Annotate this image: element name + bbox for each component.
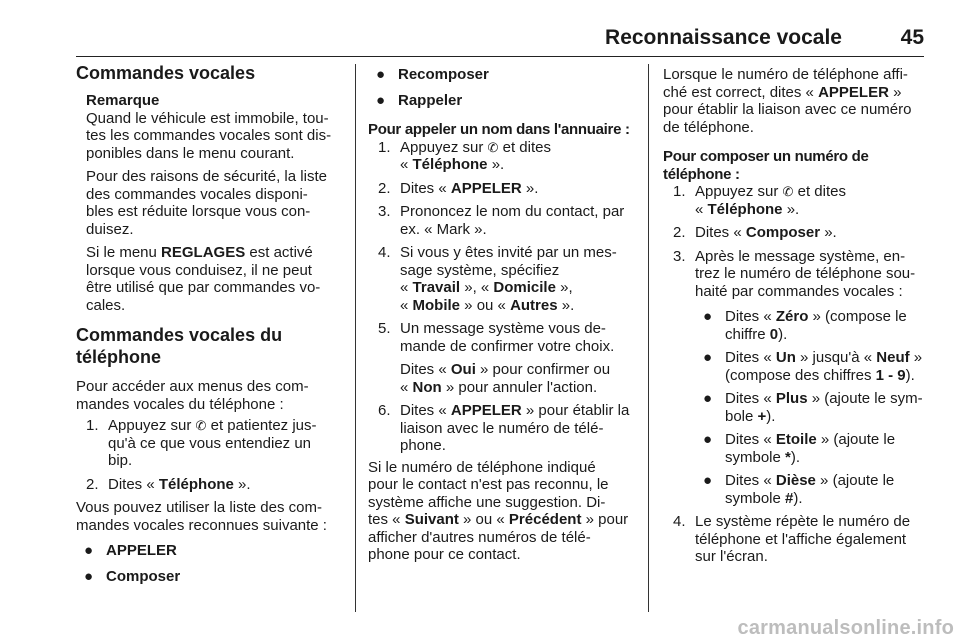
list-item: 2. Dites « APPELER ». [378, 179, 539, 197]
page-header [76, 22, 924, 58]
paragraph-line: de téléphone. [663, 118, 754, 136]
note-line: Quand le véhicule est immobile, tou- [86, 109, 329, 127]
list-item: ● Recomposer [376, 66, 489, 83]
list-item: ● Dites « Zéro » (compose le chiffre 0). [703, 308, 907, 343]
list-item: ● Dites « Etoile » (ajoute le symbole *). [703, 431, 896, 466]
paragraph-line: mandes vocales reconnues suivante : [76, 516, 327, 534]
paragraph-line: pour le contact n'est pas reconnu, le [368, 476, 609, 493]
list-item: 3. Après le message système, en- trez le numéro de téléphone sou- haité par commandes vocales : ● Dites « Zéro » (compose le chiffre 0). ● Dites « Un » jusqu'à « Neuf » (compose des chiffres 1 - 9). ● Dites « Plus » (ajoute le sym- bole +). ● Dites « Etoile » (ajoute le symbole *). ● Dites « Dièse » (ajoute le symbole #). [673, 248, 925, 508]
list-item: ● Dites « Plus » (ajoute le sym- bole +). [703, 390, 923, 425]
heading-composer: Pour composer un numéro de téléphone : [663, 148, 869, 183]
paragraph-line: phone pour ce contact. [368, 546, 521, 563]
list-item: ● APPELER [84, 542, 177, 559]
column-divider-2 [648, 64, 649, 612]
note-line: cales. [86, 296, 126, 314]
bullet-icon: ● [703, 431, 713, 448]
phone-voice-icon: ✆ [782, 184, 794, 199]
column-1 [76, 62, 344, 585]
phone-voice-icon: ✆ [195, 418, 207, 433]
list-item: 3. Prononcez le nom du contact, par ex. « Mark ». [378, 203, 625, 238]
bullet-icon: ● [703, 472, 713, 489]
bullet-icon: ● [703, 308, 713, 325]
list-item: 2. Dites « Téléphone ». [86, 475, 251, 493]
paragraph-line: Si le numéro de téléphone indiqué [368, 458, 596, 476]
list-item: ● Composer [84, 567, 181, 585]
paragraph-line: système affiche une suggestion. Di- [368, 493, 606, 511]
note-line: tes les commandes vocales sont dis- [86, 127, 332, 144]
note-line: ponibles dans le menu courant. [86, 144, 295, 162]
bullet-icon: ● [376, 91, 386, 109]
steps-list [86, 417, 344, 493]
note-line: lorsque vous conduisez, il ne peut [86, 261, 312, 279]
running-title: Reconnaissance vocale [605, 26, 842, 49]
list-item: 5. Un message système vous de- mande de confirmer votre choix. Dites « Oui » pour confirmer ou « Non » pour annuler l'action. [378, 320, 615, 396]
note-block [86, 92, 344, 314]
paragraph-line: mandes vocales du téléphone : [76, 395, 284, 413]
list-item: 1. Appuyez sur ✆ et dites « Téléphone ». [673, 183, 846, 218]
steps-list [378, 139, 636, 455]
bullet-icon: ● [84, 542, 94, 559]
list-item: ● Rappeler [376, 91, 463, 109]
page-number: 45 [900, 26, 924, 49]
list-item: 2. Dites « Composer ». [673, 224, 837, 241]
watermark: carmanualsonline.info [737, 617, 954, 639]
note-line: être utilisé que par commandes vo- [86, 279, 321, 296]
note-line: Si le menu REGLAGES est activé [86, 244, 313, 261]
paragraph-line: Lorsque le numéro de téléphone affi- [663, 66, 908, 83]
bullet-icon: ● [84, 567, 94, 585]
bullet-icon: ● [703, 390, 713, 407]
heading-commandes-vocales: Commandes vocales [76, 63, 256, 83]
bullet-icon: ● [703, 349, 713, 366]
note-line: Pour des raisons de sécurité, la liste [86, 168, 327, 185]
list-item: ● Dites « Dièse » (ajoute le symbole #). [703, 472, 895, 507]
paragraph-line: Vous pouvez utiliser la liste des com- [76, 499, 322, 516]
list-item: ● Dites « Un » jusqu'à « Neuf » (compose des chiffres 1 - 9). [703, 349, 923, 384]
paragraph-line: tes « Suivant » ou « Précédent » pour [368, 511, 629, 528]
note-title: Remarque [86, 92, 160, 109]
heading-commandes-telephone: Commandes vocales du téléphone [76, 325, 283, 367]
phone-voice-icon: ✆ [487, 139, 499, 155]
paragraph-line: afficher d'autres numéros de télé- [368, 528, 591, 546]
paragraph-line: pour établir la liaison avec ce numéro [663, 101, 912, 118]
bullet-icon: ● [376, 66, 386, 83]
list-item: 1. Appuyez sur ✆ et patientez jus- qu'à ce que vous entendiez un bip. [86, 417, 317, 469]
heading-annuaire: Pour appeler un nom dans l'annuaire : [368, 121, 630, 138]
note-line: duisez. [86, 220, 134, 238]
steps-list [673, 183, 925, 566]
paragraph-line: Pour accéder aux menus des com- [76, 378, 309, 395]
list-item: 6. Dites « APPELER » pour établir la liaison avec le numéro de télé- phone. [378, 402, 630, 454]
header-rule [76, 56, 924, 57]
list-item: 4. Le système répète le numéro de téléphone et l'affiche également sur l'écran. [673, 513, 911, 565]
column-divider-1 [355, 64, 356, 612]
paragraph-line: ché est correct, dites « APPELER » [663, 83, 902, 101]
list-item: 1. Appuyez sur ✆ et dites « Téléphone ». [378, 138, 551, 173]
column-2 [368, 62, 636, 564]
column-3 [663, 62, 925, 566]
note-line: des commandes vocales disponi- [86, 185, 308, 203]
note-line: bles est réduite lorsque vous con- [86, 203, 311, 220]
list-item: 4. Si vous y êtes invité par un mes- sage système, spécifiez « Travail », « Domicile », « Mobile » ou « Autres ». [378, 244, 617, 314]
